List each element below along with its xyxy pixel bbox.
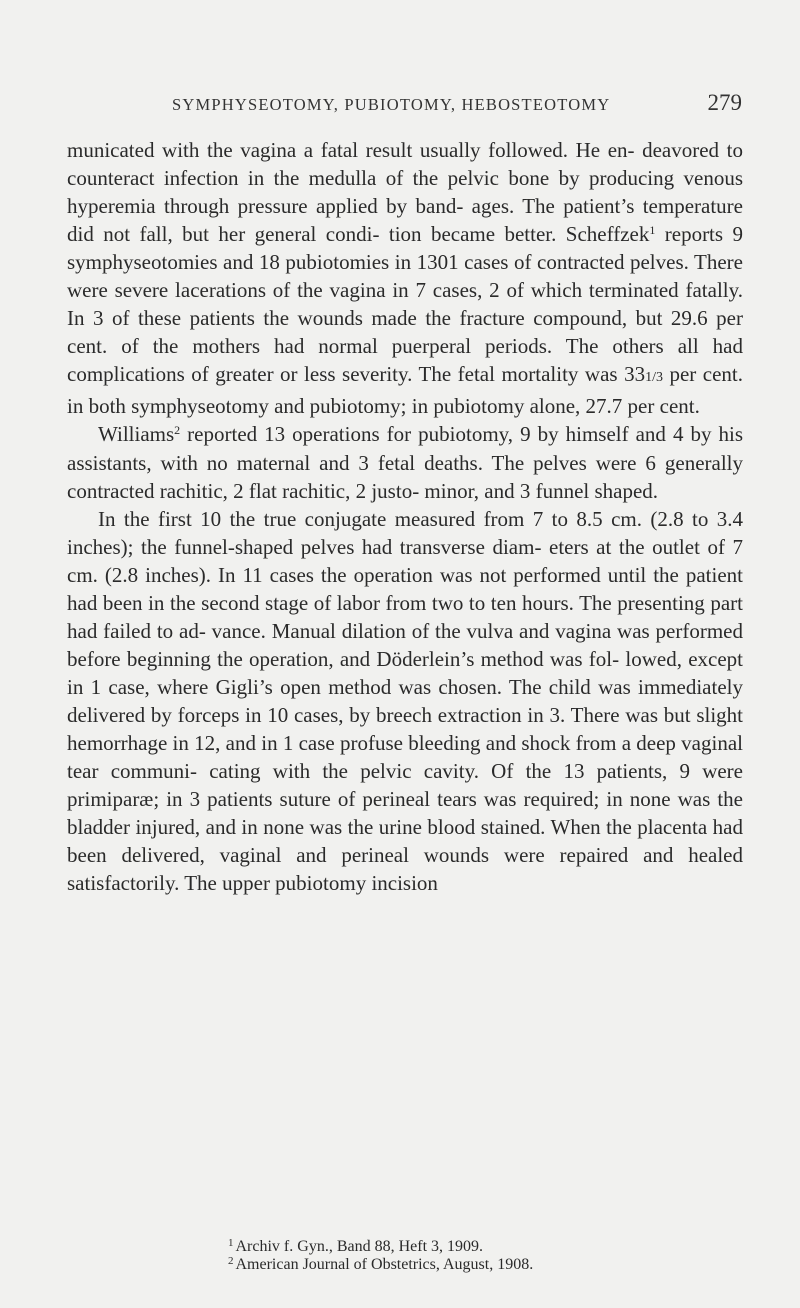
paragraph-2 bbox=[67, 420, 743, 504]
footnote-ref-2: 2 bbox=[174, 423, 181, 438]
paragraph-2-text-a: Williams bbox=[98, 422, 175, 447]
footnotes bbox=[228, 1238, 748, 1274]
footnote-marker-1: 1 bbox=[228, 1237, 234, 1249]
paragraph-1-text-b: reports 9 symphyseotomies and 18 pubiotomies in 1301 cases of contracted pelves. There were severe lacerations of the vagina in 7 cases, 2 of which terminated fatally. In 3 of these patients the wounds made the fracture compound, but 29.6 per cent. of the mothers had normal puerperal periods. The others all had complications of greater or less severity. The fetal mortality was 33 bbox=[67, 222, 743, 387]
paragraph-1-text-c: per cent. in both symphyseotomy and pubiotomy; in pubiotomy alone, 27.7 per cent. bbox=[67, 362, 743, 419]
footnote-text-2: American Journal of Obstetrics, August, 1908. bbox=[235, 1256, 534, 1273]
footnote-1 bbox=[228, 1238, 748, 1256]
paragraph-2-text-b: reported 13 operations for pubiotomy, 9 by himself and 4 by his assistants, with no maternal and 3 fetal deaths. The pelves were 6 generally contracted rachitic, 2 flat rachitic, 2 justo- minor, and 3 funnel shaped. bbox=[67, 422, 743, 503]
footnote-text-1: Archiv f. Gyn., Band 88, Heft 3, 1909. bbox=[235, 1238, 484, 1255]
running-head-title: SYMPHYSEOTOMY, PUBIOTOMY, HEBOSTEOTOMY bbox=[172, 95, 611, 114]
footnote-ref-1: 1 bbox=[649, 223, 656, 238]
page-number: 279 bbox=[707, 90, 742, 115]
body-text bbox=[67, 136, 743, 897]
fraction-one-third: 1/3 bbox=[645, 370, 663, 386]
paragraph-3: In the first 10 the true conjugate measured from 7 to 8.5 cm. (2.8 to 3.4 inches); the funnel-shaped pelves had transverse diam- eters at the outlet of 7 cm. (2.8 inches). In 11 cases the operation was not performed until the patient had been in the second stage of labor from two to ten hours. The presenting part had failed to ad- vance. Manual dilation of the vulva and vagina was performed before beginning the operation, and Döderlein’s method was fol- lowed, except in 1 case, where Gigli’s open method was chosen. The child was immediately delivered by forceps in 10 cases, by breech extraction in 3. There was but slight hemorrhage in 12, and in 1 case profuse bleeding and shock from a deep vaginal tear communi- cating with the pelvic cavity. Of the 13 patients, 9 were primiparæ; in 3 patients suture of perineal tears was required; in none was the bladder injured, and in none was the urine blood stained. When the placenta had been delivered, vaginal and perineal wounds were repaired and healed satisfactorily. The upper pubiotomy incision bbox=[67, 506, 743, 896]
paragraph-1-text-a: municated with the vagina a fatal result usually followed. He en- deavored to counteract infection in the medulla of the pelvic bone by producing venous hyperemia through pressure applied by band- ages. The patient’s temperature did not fall, but her general condi- tion became better. Scheffzek bbox=[67, 138, 743, 247]
footnote-marker-2: 2 bbox=[228, 1255, 234, 1267]
paragraph-1 bbox=[67, 136, 743, 420]
footnote-2 bbox=[228, 1256, 748, 1274]
